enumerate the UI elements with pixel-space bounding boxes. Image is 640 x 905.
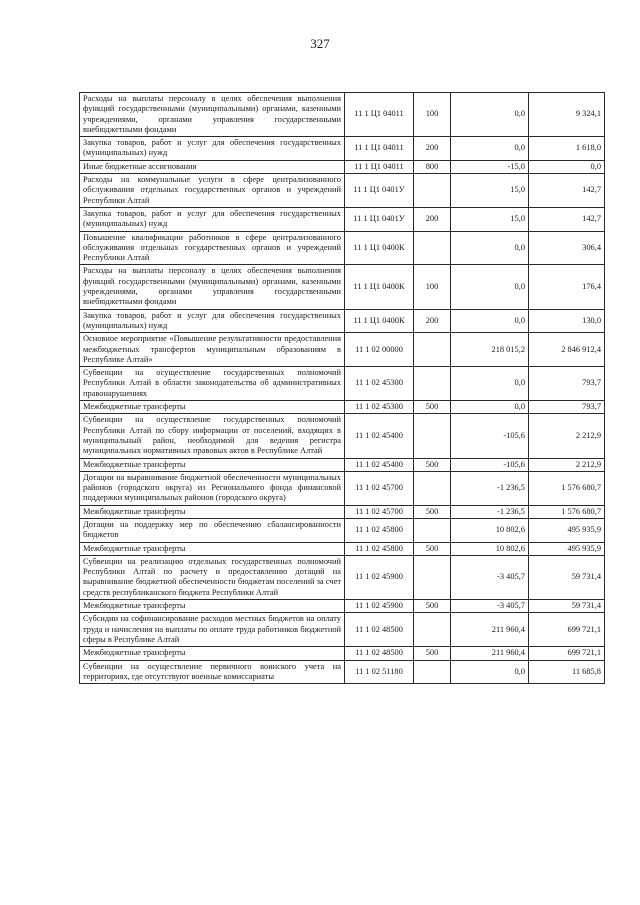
table-row: [80, 414, 605, 458]
row-total-amount-cell: 59 731,4: [529, 600, 605, 613]
row-expense-type-cell: 200: [414, 207, 451, 231]
row-change-amount-cell: 218 015,2: [451, 333, 529, 367]
row-expense-type-cell: 500: [414, 600, 451, 613]
table-row: [80, 471, 605, 505]
row-expense-type-cell: 500: [414, 458, 451, 471]
row-total-amount-cell: 793,7: [529, 367, 605, 401]
table-row: [80, 333, 605, 367]
table-row: [80, 137, 605, 161]
row-name-cell: Межбюджетные трансферты: [80, 458, 345, 471]
row-name-cell: Расходы на выплаты персоналу в целях обеспечения выполнения функций государственными (муниципальными) органами, казенными учреждениями, органами управления государственными внебюджетными фондами: [80, 93, 345, 137]
row-expense-type-cell: 500: [414, 401, 451, 414]
table-row: [80, 458, 605, 471]
row-name-cell: Закупка товаров, работ и услуг для обеспечения государственных (муниципальных) нужд: [80, 207, 345, 231]
row-total-amount-cell: 1 576 680,7: [529, 471, 605, 505]
table-row: [80, 542, 605, 555]
row-change-amount-cell: -105,6: [451, 414, 529, 458]
row-code-cell: 11 1 02 45300: [345, 401, 414, 414]
row-change-amount-cell: 211 960,4: [451, 613, 529, 647]
row-name-cell: Межбюджетные трансферты: [80, 542, 345, 555]
row-expense-type-cell: 100: [414, 93, 451, 137]
row-code-cell: 11 1 Ц1 04011: [345, 93, 414, 137]
row-code-cell: 11 1 02 45400: [345, 458, 414, 471]
row-expense-type-cell: [414, 471, 451, 505]
row-change-amount-cell: 211 960,4: [451, 647, 529, 660]
row-code-cell: 11 1 02 45900: [345, 555, 414, 599]
row-change-amount-cell: -105,6: [451, 458, 529, 471]
table-row: [80, 309, 605, 333]
row-expense-type-cell: [414, 613, 451, 647]
row-total-amount-cell: 142,7: [529, 174, 605, 208]
row-code-cell: 11 1 02 51180: [345, 660, 414, 684]
row-code-cell: 11 1 Ц1 0401У: [345, 207, 414, 231]
row-expense-type-cell: 200: [414, 137, 451, 161]
row-change-amount-cell: 0,0: [451, 265, 529, 309]
row-change-amount-cell: 0,0: [451, 93, 529, 137]
table-row: [80, 93, 605, 137]
row-expense-type-cell: 500: [414, 542, 451, 555]
row-total-amount-cell: 176,4: [529, 265, 605, 309]
row-name-cell: Дотации на выравнивание бюджетной обеспеченности муниципальных районов (городского округа) из Регионального фонда финансовой поддержки муниципальных районов (городского округа): [80, 471, 345, 505]
row-expense-type-cell: [414, 660, 451, 684]
row-change-amount-cell: 0,0: [451, 401, 529, 414]
row-change-amount-cell: -1 236,5: [451, 471, 529, 505]
row-expense-type-cell: [414, 414, 451, 458]
row-code-cell: 11 1 Ц1 0401У: [345, 174, 414, 208]
table-row: [80, 647, 605, 660]
row-total-amount-cell: 2 212,9: [529, 414, 605, 458]
row-code-cell: 11 1 02 00000: [345, 333, 414, 367]
row-expense-type-cell: 800: [414, 160, 451, 173]
row-expense-type-cell: 100: [414, 265, 451, 309]
row-total-amount-cell: 306,4: [529, 231, 605, 265]
row-change-amount-cell: -1 236,5: [451, 505, 529, 518]
table-row: [80, 174, 605, 208]
row-name-cell: Межбюджетные трансферты: [80, 647, 345, 660]
row-name-cell: Основное мероприятие «Повышение результативности предоставления межбюджетных трансфертов муниципальным образованиям в Республике Алтай»: [80, 333, 345, 367]
table-row: [80, 505, 605, 518]
row-code-cell: 11 1 Ц1 04011: [345, 160, 414, 173]
row-total-amount-cell: 59 731,4: [529, 555, 605, 599]
row-change-amount-cell: 0,0: [451, 137, 529, 161]
table-row: [80, 401, 605, 414]
row-name-cell: Межбюджетные трансферты: [80, 401, 345, 414]
budget-table-body: [80, 93, 605, 684]
row-total-amount-cell: 2 212,9: [529, 458, 605, 471]
row-change-amount-cell: -3 405,7: [451, 600, 529, 613]
row-name-cell: Дотации на поддержку мер по обеспечению сбалансированности бюджетов: [80, 518, 345, 542]
row-change-amount-cell: 0,0: [451, 309, 529, 333]
table-row: [80, 367, 605, 401]
row-name-cell: Закупка товаров, работ и услуг для обеспечения государственных (муниципальных) нужд: [80, 309, 345, 333]
row-total-amount-cell: 9 324,1: [529, 93, 605, 137]
row-name-cell: Субвенции на осуществление государственных полномочий Республики Алтай по сбору информации от поселений, входящих в муниципальный район, необходимой для ведения регистра муниципальных нормативных правовых актов в Республике Алтай: [80, 414, 345, 458]
table-row: [80, 613, 605, 647]
row-total-amount-cell: 1 618,0: [529, 137, 605, 161]
row-total-amount-cell: 495 935,9: [529, 518, 605, 542]
row-change-amount-cell: 15,0: [451, 207, 529, 231]
row-total-amount-cell: 142,7: [529, 207, 605, 231]
row-change-amount-cell: 10 802,6: [451, 542, 529, 555]
row-change-amount-cell: 15,0: [451, 174, 529, 208]
row-change-amount-cell: 0,0: [451, 367, 529, 401]
table-row: [80, 160, 605, 173]
row-code-cell: 11 1 02 48500: [345, 647, 414, 660]
row-name-cell: Субвенции на осуществление государственных полномочий Республики Алтай в области законодательства об административных правонарушениях: [80, 367, 345, 401]
row-name-cell: Субвенции на реализацию отдельных государственных полномочий Республики Алтай по расчету и предоставлению дотаций на выравнивание бюджетной обеспеченности бюджетам поселений за счет средств республиканского бюджета Республики Алтай: [80, 555, 345, 599]
row-code-cell: 11 1 02 45400: [345, 414, 414, 458]
row-total-amount-cell: 0,0: [529, 160, 605, 173]
table-row: [80, 231, 605, 265]
row-expense-type-cell: 500: [414, 505, 451, 518]
row-name-cell: Расходы на выплаты персоналу в целях обеспечения выполнения функций государственными (муниципальными) органами, казенными учреждениями, органами управления государственными внебюджетными фондами: [80, 265, 345, 309]
row-code-cell: 11 1 02 45900: [345, 600, 414, 613]
row-name-cell: Межбюджетные трансферты: [80, 505, 345, 518]
row-code-cell: 11 1 02 45700: [345, 505, 414, 518]
row-name-cell: Субвенции на осуществление первичного воинского учета на территориях, где отсутствуют военные комиссариаты: [80, 660, 345, 684]
table-row: [80, 600, 605, 613]
row-expense-type-cell: [414, 231, 451, 265]
row-change-amount-cell: -3 405,7: [451, 555, 529, 599]
row-change-amount-cell: 0,0: [451, 660, 529, 684]
row-change-amount-cell: 0,0: [451, 231, 529, 265]
row-code-cell: 11 1 02 45800: [345, 518, 414, 542]
row-total-amount-cell: 11 685,8: [529, 660, 605, 684]
table-row: [80, 555, 605, 599]
row-expense-type-cell: 500: [414, 647, 451, 660]
row-total-amount-cell: 2 846 912,4: [529, 333, 605, 367]
row-code-cell: 11 1 02 45800: [345, 542, 414, 555]
row-name-cell: Закупка товаров, работ и услуг для обеспечения государственных (муниципальных) нужд: [80, 137, 345, 161]
row-name-cell: Межбюджетные трансферты: [80, 600, 345, 613]
row-code-cell: 11 1 02 45300: [345, 367, 414, 401]
table-row: [80, 265, 605, 309]
row-total-amount-cell: 130,0: [529, 309, 605, 333]
budget-table: [79, 92, 605, 684]
row-code-cell: 11 1 Ц1 0400К: [345, 231, 414, 265]
row-total-amount-cell: 699 721,1: [529, 613, 605, 647]
page-number: 327: [310, 36, 330, 51]
row-expense-type-cell: [414, 518, 451, 542]
table-row: [80, 518, 605, 542]
row-total-amount-cell: 1 576 680,7: [529, 505, 605, 518]
row-code-cell: 11 1 02 48500: [345, 613, 414, 647]
row-expense-type-cell: [414, 367, 451, 401]
table-row: [80, 207, 605, 231]
row-name-cell: Расходы на коммунальные услуги в сфере централизованного обслуживания отдельных государственных органов и учреждений Республики Алтай: [80, 174, 345, 208]
row-code-cell: 11 1 Ц1 04011: [345, 137, 414, 161]
row-total-amount-cell: 495 935,9: [529, 542, 605, 555]
row-expense-type-cell: [414, 555, 451, 599]
row-name-cell: Иные бюджетные ассигнования: [80, 160, 345, 173]
row-total-amount-cell: 699 721,1: [529, 647, 605, 660]
row-change-amount-cell: -15,0: [451, 160, 529, 173]
table-row: [80, 660, 605, 684]
row-change-amount-cell: 10 802,6: [451, 518, 529, 542]
row-expense-type-cell: [414, 174, 451, 208]
row-code-cell: 11 1 Ц1 0400К: [345, 265, 414, 309]
row-expense-type-cell: 200: [414, 309, 451, 333]
row-name-cell: Повышение квалификации работников в сфере централизованного обслуживания отдельных государственных органов и учреждений Республики Алтай: [80, 231, 345, 265]
row-total-amount-cell: 793,7: [529, 401, 605, 414]
row-name-cell: Субсидии на софинансирование расходов местных бюджетов на оплату труда и начисления на выплаты по оплате труда работников бюджетной сферы в Республике Алтай: [80, 613, 345, 647]
row-code-cell: 11 1 02 45700: [345, 471, 414, 505]
row-expense-type-cell: [414, 333, 451, 367]
row-code-cell: 11 1 Ц1 0400К: [345, 309, 414, 333]
